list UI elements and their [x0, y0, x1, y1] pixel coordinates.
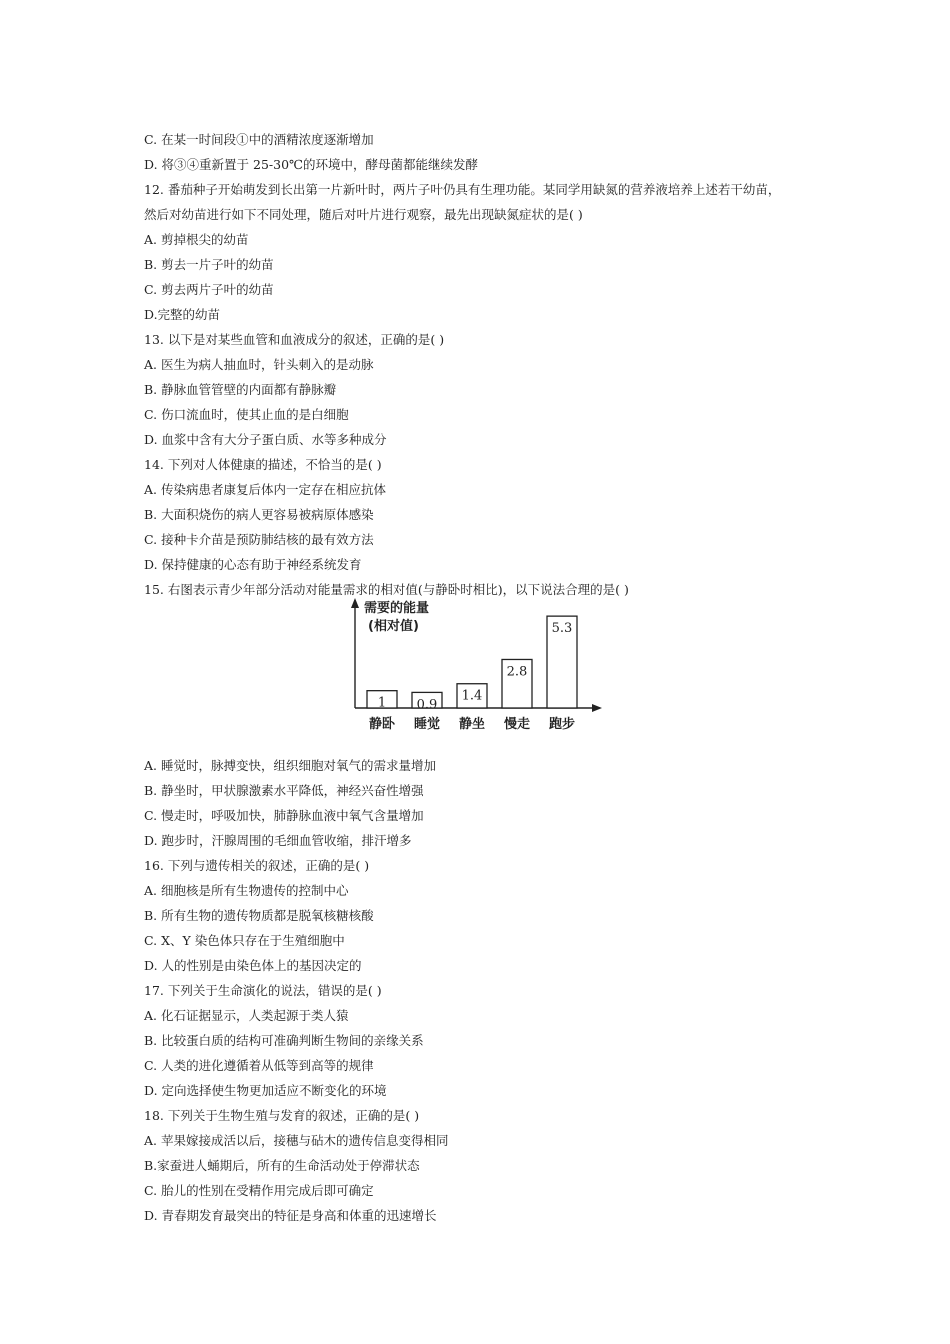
text-line-1: C. 在某一时间段①中的酒精浓度逐渐增加	[144, 132, 374, 147]
text-line-30: A. 化石证据显示，人类起源于类人猿	[144, 1008, 349, 1023]
category-tick-label: 慢走	[503, 717, 531, 732]
bar-value-label: 0.9	[416, 697, 438, 713]
text-line-11: B. 静脉血管管壁的内面都有静脉瓣	[144, 382, 337, 397]
y-axis-arrow	[351, 598, 359, 608]
text-line-7: C. 剪去两片子叶的幼苗	[144, 282, 274, 297]
text-line-16: B. 大面积烧伤的病人更容易被病原体感染	[144, 507, 374, 522]
text-line-23: D. 跑步时，汗腺周围的毛细血管收缩，排汗增多	[144, 833, 412, 848]
text-line-20: A. 睡觉时，脉搏变快，组织细胞对氧气的需求量增加	[144, 758, 436, 773]
category-tick-label: 跑步	[548, 717, 576, 732]
text-line-14: 14. 下列对人体健康的描述，不恰当的是( )	[144, 457, 382, 472]
text-line-9: 13. 以下是对某些血管和血液成分的叙述，正确的是( )	[144, 332, 445, 347]
category-tick-label: 静坐	[458, 717, 486, 732]
x-axis-arrow	[592, 704, 602, 712]
y-axis-label-line1: 需要的能量	[364, 601, 430, 616]
text-line-38: D. 青春期发育最突出的特征是身高和体重的迅速增长	[144, 1208, 437, 1223]
text-line-17: C. 接种卡介苗是预防肺结核的最有效方法	[144, 532, 374, 547]
text-line-34: 18. 下列关于生物生殖与发育的叙述，正确的是( )	[144, 1108, 420, 1123]
text-line-22: C. 慢走时，呼吸加快，肺静脉血液中氧气含量增加	[144, 808, 424, 823]
text-line-27: C. X、Y 染色体只存在于生殖细胞中	[144, 933, 345, 948]
energy-bar-chart	[340, 596, 610, 736]
text-line-28: D. 人的性别是由染色体上的基因决定的	[144, 958, 362, 973]
text-line-37: C. 胎儿的性别在受精作用完成后即可确定	[144, 1183, 374, 1198]
text-line-6: B. 剪去一片子叶的幼苗	[144, 257, 274, 272]
text-line-10: A. 医生为病人抽血时，针头刺入的是动脉	[144, 357, 374, 372]
text-line-29: 17. 下列关于生命演化的说法，错误的是( )	[144, 983, 382, 998]
bar-value-label: 1.4	[461, 688, 483, 704]
text-line-31: B. 比较蛋白质的结构可准确判断生物间的亲缘关系	[144, 1033, 424, 1048]
text-line-12: C. 伤口流血时，使其止血的是白细胞	[144, 407, 349, 422]
text-line-3: 12. 番茄种子开始萌发到长出第一片新叶时，两片子叶仍具有生理功能。某同学用缺氮的营养液培养上述若干幼苗，	[144, 182, 781, 197]
bar-value-label: 5.3	[551, 621, 573, 637]
text-line-8: D.完整的幼苗	[144, 307, 221, 322]
text-line-19: 15. 右图表示青少年部分活动对能量需求的相对值(与静卧时相比)，以下说法合理的是( )	[144, 582, 629, 597]
y-axis-label-line2: (相对值)	[368, 619, 419, 634]
text-line-15: A. 传染病患者康复后体内一定存在相应抗体	[144, 482, 386, 497]
bar-value-label: 1	[377, 695, 387, 711]
text-line-4: 然后对幼苗进行如下不同处理，随后对叶片进行观察，最先出现缺氮症状的是( )	[144, 207, 583, 222]
text-line-33: D. 定向选择使生物更加适应不断变化的环境	[144, 1083, 387, 1098]
text-line-18: D. 保持健康的心态有助于神经系统发育	[144, 557, 362, 572]
text-line-35: A. 苹果嫁接成活以后，接穗与砧木的遗传信息变得相同	[144, 1133, 449, 1148]
text-line-26: B. 所有生物的遗传物质都是脱氧核糖核酸	[144, 908, 374, 923]
category-tick-label: 静卧	[368, 717, 396, 732]
category-tick-label: 睡觉	[413, 717, 441, 732]
text-line-21: B. 静坐时，甲状腺激素水平降低，神经兴奋性增强	[144, 783, 424, 798]
text-line-13: D. 血浆中含有大分子蛋白质、水等多种成分	[144, 432, 387, 447]
chart-svg	[340, 596, 610, 736]
text-line-32: C. 人类的进化遵循着从低等到高等的规律	[144, 1058, 374, 1073]
text-line-36: B.家蚕进人蛹期后，所有的生命活动处于停滞状态	[144, 1158, 420, 1173]
text-line-2: D. 将③④重新置于 25-30℃的环境中，酵母菌都能继续发酵	[144, 157, 479, 172]
text-line-24: 16. 下列与遗传相关的叙述，正确的是( )	[144, 858, 370, 873]
text-line-25: A. 细胞核是所有生物遗传的控制中心	[144, 883, 349, 898]
text-line-5: A. 剪掉根尖的幼苗	[144, 232, 249, 247]
bar-value-label: 2.8	[506, 664, 528, 680]
